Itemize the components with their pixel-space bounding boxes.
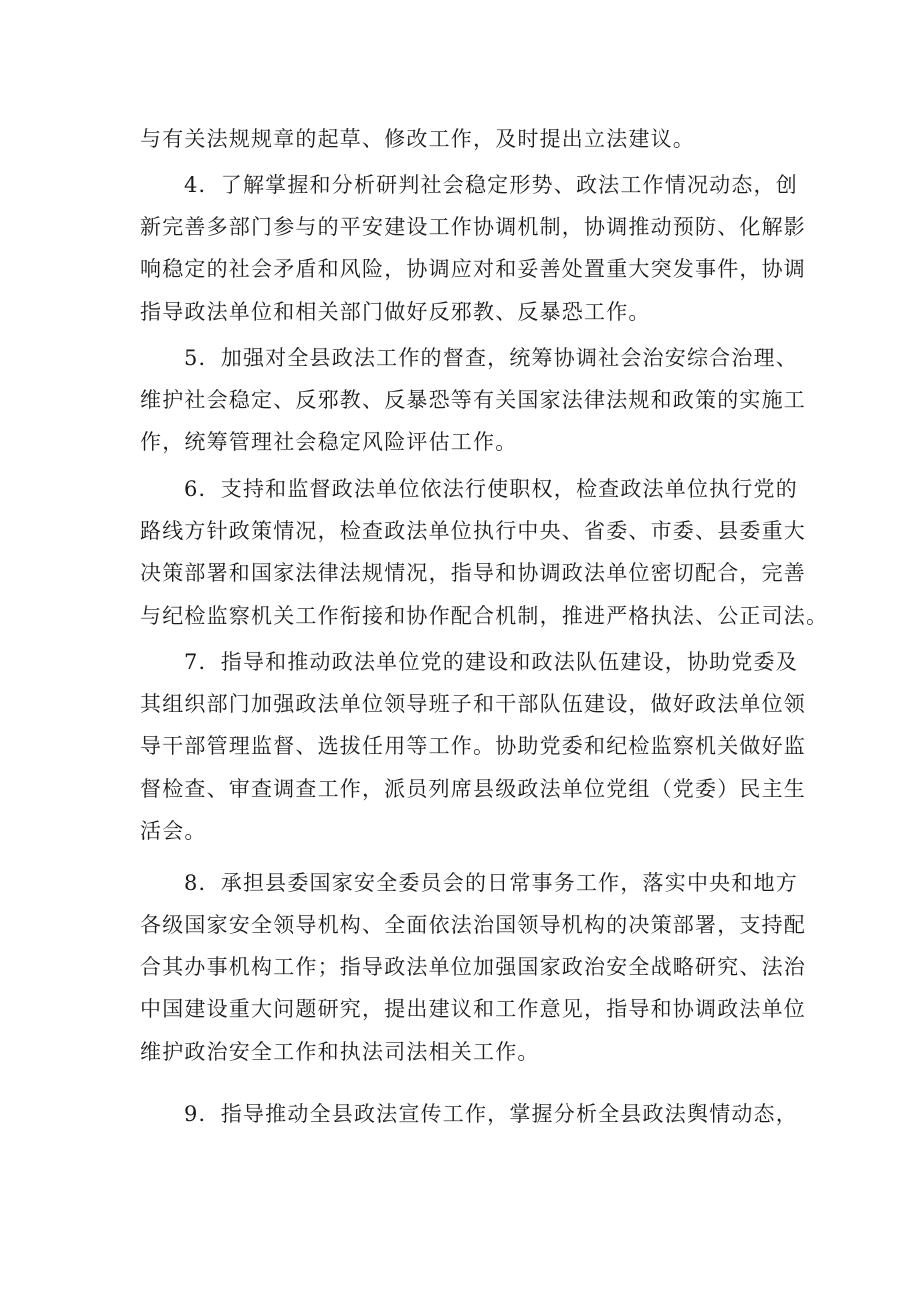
paragraph-line: 活会。 — [140, 819, 207, 843]
paragraph-line: 中国建设重大问题研究，提出建议和工作意见，指导和协调政法单位 — [140, 997, 806, 1021]
paragraph-line: 与有关法规规章的起草、修改工作，及时提出立法建议。 — [140, 127, 695, 151]
paragraph-line: 8．承担县委国家安全委员会的日常事务工作，落实中央和地方 — [184, 871, 798, 895]
paragraph-line: 指导政法单位和相关部门做好反邪教、反暴恐工作。 — [140, 300, 651, 324]
paragraph-line: 其组织部门加强政法单位领导班子和干部队伍建设，做好政法单位领 — [140, 692, 806, 716]
paragraph-line: 合其办事机构工作；指导政法单位加强国家政治安全战略研究、法治 — [140, 955, 806, 979]
paragraph-line: 路线方针政策情况，检查政法单位执行中央、省委、市委、县委重大 — [140, 519, 806, 543]
paragraph-line: 各级国家安全领导机构、全面依法治国领导机构的决策部署，支持配 — [140, 913, 806, 937]
paragraph-line: 维护政治安全工作和执法司法相关工作。 — [140, 1040, 540, 1064]
paragraph-line: 维护社会稳定、反邪教、反暴恐等有关国家法律法规和政策的实施工 — [140, 388, 806, 412]
paragraph-line: 导干部管理监督、选拔任用等工作。协助党委和纪检监察机关做好监 — [140, 734, 806, 758]
paragraph-line: 6．支持和监督政法单位依法行使职权，检查政法单位执行党的 — [184, 477, 798, 501]
paragraph-line: 7．指导和推动政法单位党的建设和政法队伍建设，协助党委及 — [184, 650, 798, 674]
paragraph-line: 9．指导推动全县政法宣传工作，掌握分析全县政法舆情动态， — [184, 1102, 798, 1126]
paragraph-line: 与纪检监察机关工作衔接和协作配合机制，推进严格执法、公正司法。 — [140, 604, 829, 628]
paragraph-line: 响稳定的社会矛盾和风险，协调应对和妥善处置重大突发事件，协调 — [140, 257, 806, 281]
paragraph-line: 5．加强对全县政法工作的督查，统筹协调社会治安综合治理、 — [184, 346, 798, 370]
paragraph-line: 作，统筹管理社会稳定风险评估工作。 — [140, 430, 518, 454]
paragraph-line: 决策部署和国家法律法规情况，指导和协调政法单位密切配合，完善 — [140, 561, 806, 585]
paragraph-line: 4．了解掌握和分析研判社会稳定形势、政法工作情况动态，创 — [184, 173, 798, 197]
paragraph-line: 督检查、审查调查工作，派员列席县级政法单位党组（党委）民主生 — [140, 777, 806, 801]
paragraph-line: 新完善多部门参与的平安建设工作协调机制，协调推动预防、化解影 — [140, 215, 806, 239]
